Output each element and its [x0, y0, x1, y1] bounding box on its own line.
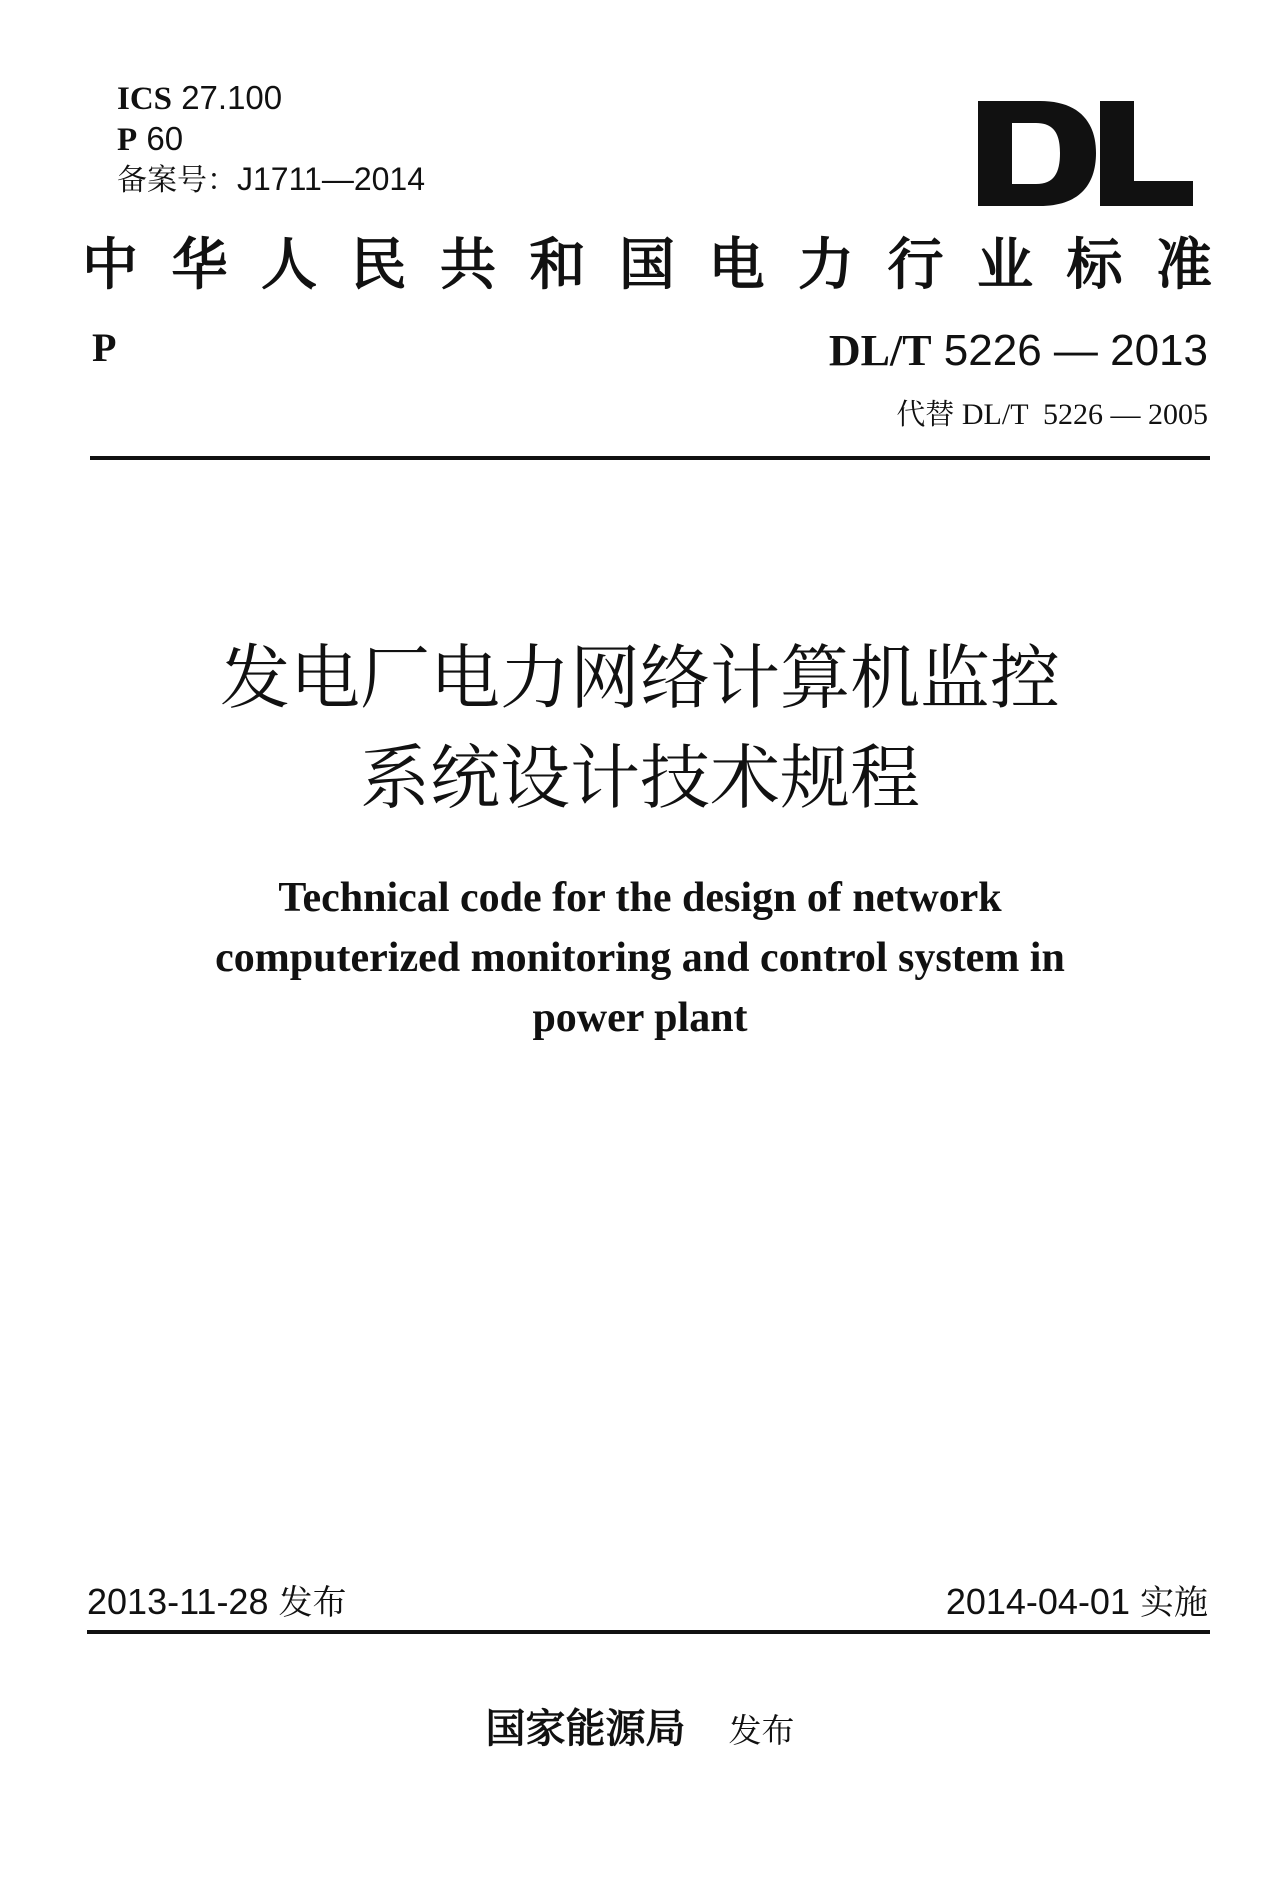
dl-logo-letter-l	[1100, 101, 1193, 206]
issue-date	[87, 1575, 347, 1624]
implementation-date	[946, 1575, 1208, 1624]
national-title-char: 华	[171, 232, 228, 298]
record-label: 备案号：	[117, 163, 237, 198]
publisher-name: 国家能源局	[485, 1705, 686, 1752]
national-title-char: 力	[798, 232, 854, 298]
national-title-char: 业	[977, 232, 1033, 298]
national-title-char: 民	[350, 232, 407, 298]
p-code: 60	[146, 120, 184, 157]
national-title-char: 标	[1066, 232, 1123, 298]
national-title-char: 和	[529, 232, 586, 298]
standard-number-prefix: DL/T	[828, 326, 932, 375]
issue-date-suffix: 发布	[278, 1583, 347, 1623]
replaces-number: DL/T 5226 — 2005	[961, 398, 1208, 431]
english-title-line-2: computerized monitoring and control system in	[215, 935, 1065, 981]
national-title-char: 行	[887, 232, 944, 298]
english-title-line-3: power plant	[532, 995, 748, 1041]
ics-code: 27.100	[181, 79, 283, 116]
issue-date-value: 2013-11-28	[87, 1581, 269, 1622]
ics-label: ICS	[117, 81, 173, 117]
implementation-date-value: 2014-04-01	[945, 1581, 1130, 1622]
chinese-title-line-1: 发电厂电力网络计算机监控	[220, 637, 1060, 719]
national-title-char: 中	[82, 232, 138, 298]
footer-divider	[87, 1630, 1210, 1634]
national-title-char: 电	[708, 232, 765, 298]
chinese-title	[0, 628, 1280, 828]
dl-logo-letter-d	[978, 101, 1096, 206]
chinese-title-line-2: 系统设计技术规程	[360, 737, 920, 819]
implementation-date-suffix: 实施	[1140, 1583, 1208, 1623]
standard-number-rest: 5226 — 2013	[943, 326, 1208, 375]
replaces-label: 代替	[896, 397, 955, 431]
record-number: J1711—2014	[237, 161, 425, 197]
national-title-char: 共	[440, 232, 496, 298]
record-row	[117, 160, 425, 200]
standard-number	[829, 325, 1208, 376]
english-title	[0, 868, 1280, 1048]
classification-block	[117, 78, 425, 200]
national-title-char: 人	[261, 232, 317, 298]
p-row	[117, 119, 425, 160]
publisher	[0, 1697, 1280, 1754]
national-standard-title	[82, 233, 1212, 297]
category-letter: P	[92, 325, 117, 370]
dl-logo	[978, 101, 1193, 206]
ics-row	[117, 78, 425, 119]
national-title-char: 国	[619, 232, 675, 298]
replaces-standard	[896, 392, 1208, 433]
p-label: P	[117, 122, 138, 158]
publisher-suffix: 发布	[728, 1711, 795, 1750]
national-title-char: 准	[1156, 232, 1212, 298]
header-divider	[90, 456, 1210, 460]
english-title-line-1: Technical code for the design of network	[278, 875, 1002, 921]
